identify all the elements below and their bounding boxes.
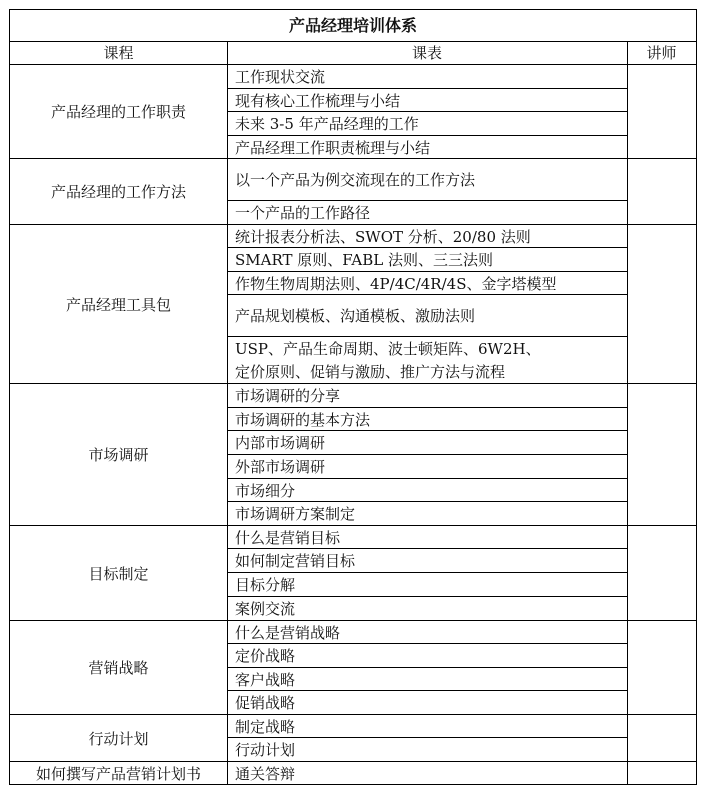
schedule-item: 现有核心工作梳理与小结	[227, 89, 627, 112]
schedule-item: 以一个产品为例交流现在的工作方法	[227, 159, 627, 201]
lecturer-cell	[627, 225, 696, 384]
schedule-item: 市场调研的基本方法	[227, 408, 627, 431]
course-job-duties: 产品经理的工作职责	[10, 65, 227, 159]
schedule-item: 一个产品的工作路径	[227, 201, 627, 225]
schedule-item: 产品经理工作职责梳理与小结	[227, 136, 627, 159]
course-goal-setting: 目标制定	[10, 526, 227, 621]
header-schedule: 课表	[227, 42, 627, 65]
schedule-item: 市场细分	[227, 479, 627, 502]
schedule-item: 客户战略	[227, 668, 627, 691]
column-divider	[627, 42, 628, 784]
training-table	[9, 9, 697, 785]
course-action-plan: 行动计划	[10, 715, 227, 762]
schedule-item: 作物生物周期法则、4P/4C/4R/4S、金字塔模型	[227, 272, 627, 295]
course-marketing-strategy: 营销战略	[10, 621, 227, 715]
schedule-item: 市场调研方案制定	[227, 502, 627, 526]
schedule-item: 未来 3-5 年产品经理的工作	[227, 112, 627, 136]
table-title: 产品经理培训体系	[10, 10, 696, 42]
course-market-research: 市场调研	[10, 384, 227, 526]
header-course: 课程	[10, 42, 227, 65]
schedule-item: 促销战略	[227, 691, 627, 715]
schedule-item: 如何制定营销目标	[227, 549, 627, 573]
lecturer-cell	[627, 65, 696, 159]
header-lecturer: 讲师	[627, 42, 696, 65]
course-marketing-plan-writing: 如何撰写产品营销计划书	[35, 764, 201, 783]
schedule-item: 什么是营销战略	[227, 621, 627, 644]
schedule-item: 案例交流	[227, 597, 627, 621]
lecturer-cell	[627, 762, 696, 784]
column-divider	[227, 42, 228, 784]
schedule-item: 产品规划模板、沟通模板、激励法则	[227, 295, 627, 337]
schedule-item: 定价原则、促销与激励、推广方法与流程	[227, 360, 627, 384]
course-toolkit: 产品经理工具包	[10, 225, 227, 384]
lecturer-cell	[627, 621, 696, 715]
schedule-item: 统计报表分析法、SWOT 分析、20/80 法则	[227, 225, 627, 248]
schedule-item: 通关答辩	[235, 764, 296, 783]
schedule-item: 制定战略	[227, 715, 627, 738]
course-work-methods: 产品经理的工作方法	[10, 159, 227, 225]
lecturer-cell	[627, 384, 696, 526]
schedule-item: 什么是营销目标	[227, 526, 627, 549]
schedule-item: 内部市场调研	[227, 431, 627, 455]
schedule-item: 目标分解	[227, 573, 627, 597]
schedule-item: 定价战略	[227, 644, 627, 668]
lecturer-cell	[627, 526, 696, 621]
schedule-item: USP、产品生命周期、波士顿矩阵、6W2H、	[235, 340, 541, 358]
lecturer-cell	[627, 159, 696, 225]
schedule-item: 外部市场调研	[227, 455, 627, 479]
schedule-item: 行动计划	[227, 738, 627, 762]
schedule-item: SMART 原则、FABL 法则、三三法则	[227, 248, 627, 272]
lecturer-cell	[627, 715, 696, 762]
schedule-item: 市场调研的分享	[227, 384, 627, 408]
schedule-item: 工作现状交流	[227, 65, 627, 89]
